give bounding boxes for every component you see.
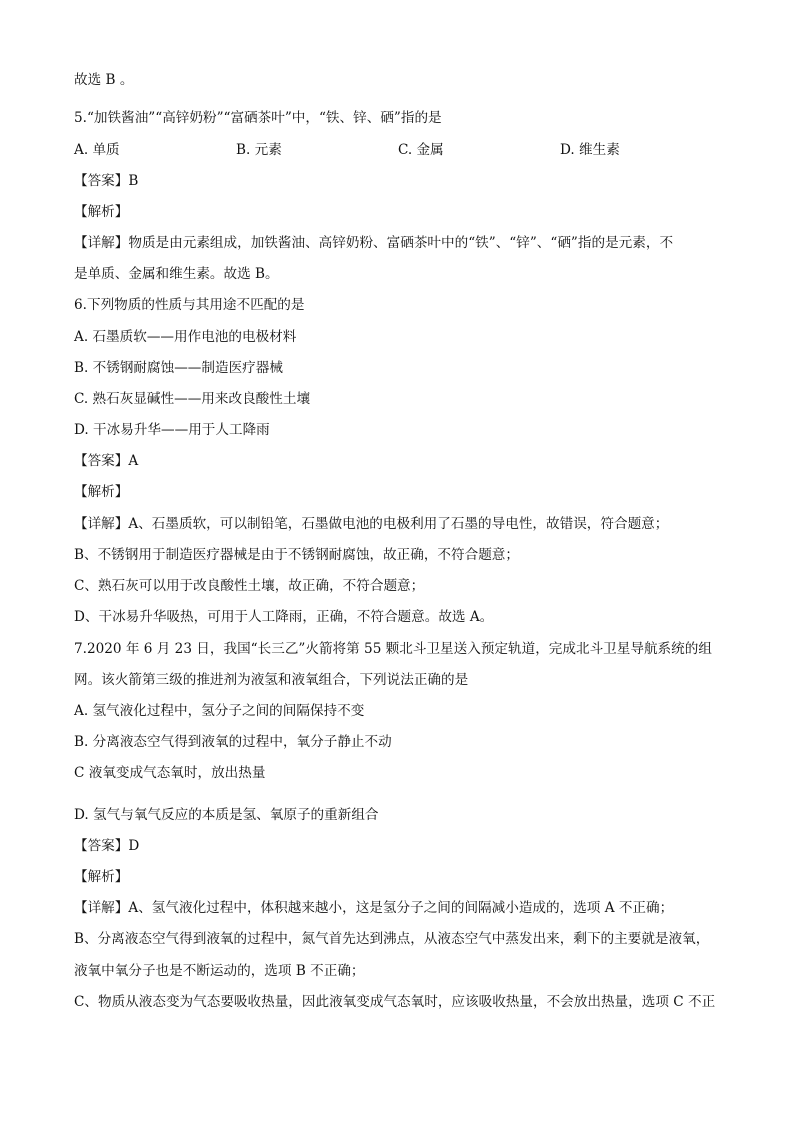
- analysis-label: 【解析】: [74, 869, 129, 885]
- option-c: C. 金属: [398, 142, 444, 158]
- question-7-stem: 7.2020 年 6 月 23 日，我国“长三乙”火箭将第 55 颗北斗卫星送入预定轨道，完成北斗卫星导航系统的组: [74, 641, 712, 657]
- text-line: 故选 B 。: [74, 72, 134, 88]
- explanation-line: B、分离液态空气得到液氧的过程中，氮气首先达到沸点，从液态空气中蒸发出来，剩下的主要就是液氧，: [74, 931, 710, 947]
- option-line: D. 干冰易升华——用于人工降雨: [74, 422, 270, 438]
- explanation-line: 【详解】物质是由元素组成，加铁酱油、高锌奶粉、富硒茶叶中的“铁”、“锌”、“硒”指的是元素，不: [74, 235, 674, 251]
- option-line: A. 氢气液化过程中，氢分子之间的间隔保持不变: [74, 703, 365, 719]
- answer-label: 【答案】B: [74, 173, 139, 189]
- question-5-options: [74, 140, 722, 160]
- answer-label: 【答案】D: [74, 838, 140, 854]
- option-line: B. 分离液态空气得到液氧的过程中，氧分子静止不动: [74, 734, 392, 750]
- option-line: A. 石墨质软——用作电池的电极材料: [74, 329, 297, 345]
- option-d: D. 维生素: [560, 142, 620, 158]
- explanation-line: 液氧中氧分子也是不断运动的，选项 B 不正确；: [74, 963, 365, 979]
- option-a: A. 单质: [74, 142, 120, 158]
- option-line: C. 熟石灰显碱性——用来改良酸性土壤: [74, 391, 311, 407]
- question-6-stem: 6.下列物质的性质与其用途不匹配的是: [74, 297, 305, 313]
- option-b: B. 元素: [236, 142, 282, 158]
- explanation-line: 是单质、金属和维生素。故选 B。: [74, 266, 279, 282]
- explanation-line: D、干冰易升华吸热，可用于人工降雨，正确，不符合题意。故选 A。: [74, 609, 494, 625]
- option-line: D. 氢气与氧气反应的本质是氢、氧原子的重新组合: [74, 807, 379, 823]
- question-7-stem: 网。该火箭第三级的推进剂为液氢和液氧组合，下列说法正确的是: [74, 672, 469, 688]
- question-5-stem: 5.“加铁酱油”“高锌奶粉”“富硒茶叶”中，“铁、锌、硒”指的是: [74, 110, 442, 126]
- analysis-label: 【解析】: [74, 484, 129, 500]
- analysis-label: 【解析】: [74, 204, 129, 220]
- explanation-line: 【详解】A、氢气液化过程中，体积越来越小，这是氢分子之间的间隔减小造成的，选项 A 不正确；: [74, 900, 674, 916]
- explanation-line: C、熟石灰可以用于改良酸性土壤，故正确，不符合题意；: [74, 578, 425, 594]
- answer-label: 【答案】A: [74, 453, 139, 469]
- option-line: B. 不锈钢耐腐蚀——制造医疗器械: [74, 360, 283, 376]
- option-line: C 液氧变成气态氧时，放出热量: [74, 765, 266, 781]
- explanation-line: 【详解】A、石墨质软，可以制铅笔，石墨做电池的电极利用了石墨的导电性，故错误，符合题意；: [74, 516, 669, 532]
- explanation-line: B、不锈钢用于制造医疗器械是由于不锈钢耐腐蚀，故正确，不符合题意；: [74, 547, 519, 563]
- explanation-line: C、物质从液态变为气态要吸收热量，因此液氧变成气态氧时，应该吸收热量，不会放出热量，选项 C 不正: [74, 994, 716, 1010]
